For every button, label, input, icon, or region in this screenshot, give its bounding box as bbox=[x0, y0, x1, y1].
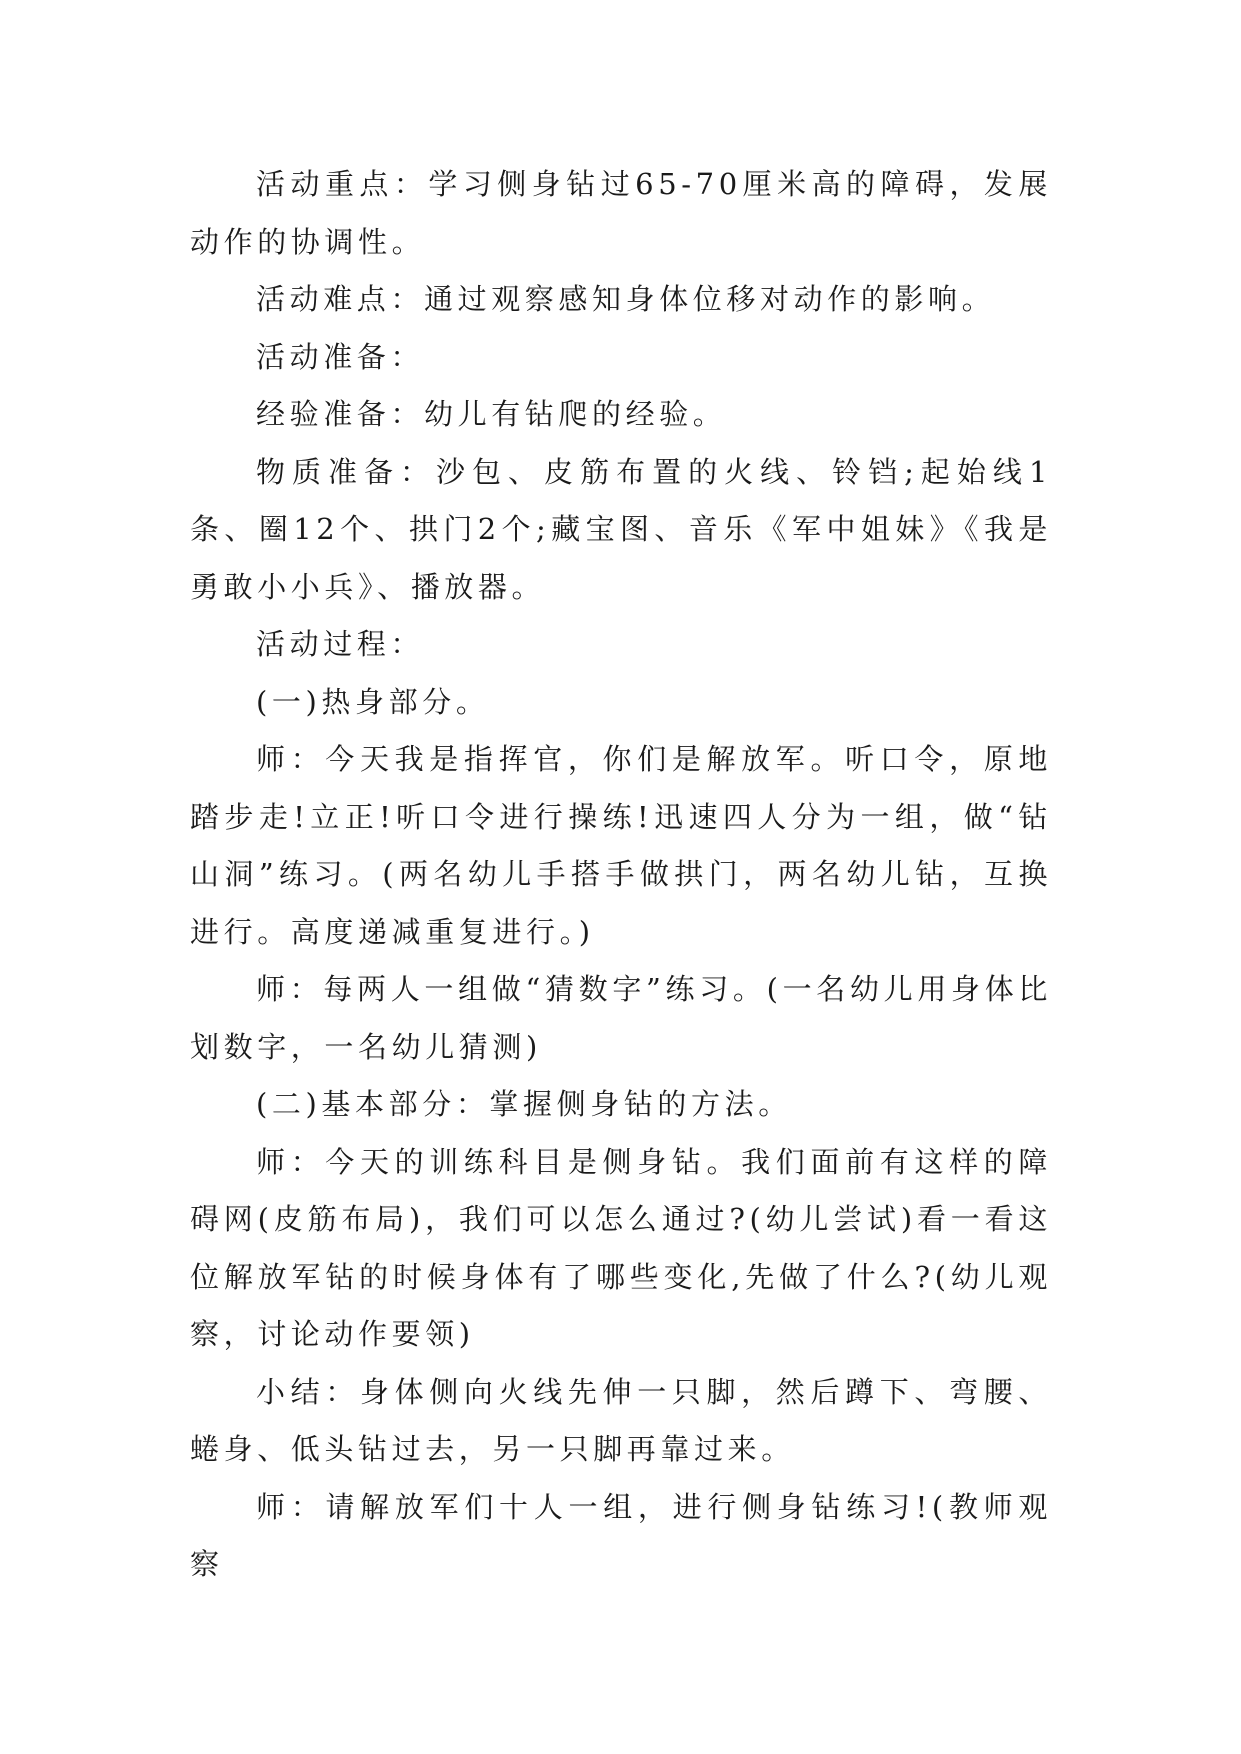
paragraph-guess-numbers: 师：每两人一组做“猜数字”练习。(一名幼儿用身体比划数字，一名幼儿猜测) bbox=[190, 972, 1052, 1064]
paragraph-experience-preparation: 经验准备：幼儿有钻爬的经验。 bbox=[256, 397, 727, 431]
paragraph-warmup-heading: (一)热身部分。 bbox=[256, 684, 490, 719]
paragraph-training-subject: 师：今天的训练科目是侧身钻。我们面前有这样的障碍网(皮筋布局)，我们可以怎么通过?(幼儿尝试)看一看这位解放军钻的时候身体有了哪些变化,先做了什么?(幼儿观察，讨论动作要领) bbox=[190, 1144, 1052, 1351]
paragraph-key-points: 活动重点：学习侧身钻过65-70厘米高的障碍，发展动作的协调性。 bbox=[190, 167, 1052, 259]
paragraph-summary: 小结：身体侧向火线先伸一只脚，然后蹲下、弯腰、蜷身、低头钻过去，另一只脚再靠过来。 bbox=[190, 1374, 1052, 1466]
paragraph-group-practice: 师：请解放军们十人一组，进行侧身钻练习!(教师观察 bbox=[190, 1489, 1052, 1581]
paragraph-material-preparation: 物质准备：沙包、皮筋布置的火线、铃铛;起始线1条、圈12个、拱门2个;藏宝图、音乐《军中姐妹》《我是勇敢小小兵》、播放器。 bbox=[190, 454, 1052, 604]
paragraph-difficulty: 活动难点：通过观察感知身体位移对动作的影响。 bbox=[256, 282, 996, 316]
paragraph-teacher-command: 师：今天我是指挥官，你们是解放军。听口令，原地踏步走!立正!听口令进行操练!迅速四人分为一组，做“钻山洞”练习。(两名幼儿手搭手做拱门，两名幼儿钻，互换进行。高度递减重复进行。) bbox=[190, 742, 1052, 949]
paragraph-preparation-heading: 活动准备： bbox=[256, 339, 425, 374]
paragraph-basic-part-heading: (二)基本部分：掌握侧身钻的方法。 bbox=[256, 1087, 792, 1121]
paragraph-process-heading: 活动过程： bbox=[256, 627, 425, 661]
document-page bbox=[190, 156, 1052, 1594]
